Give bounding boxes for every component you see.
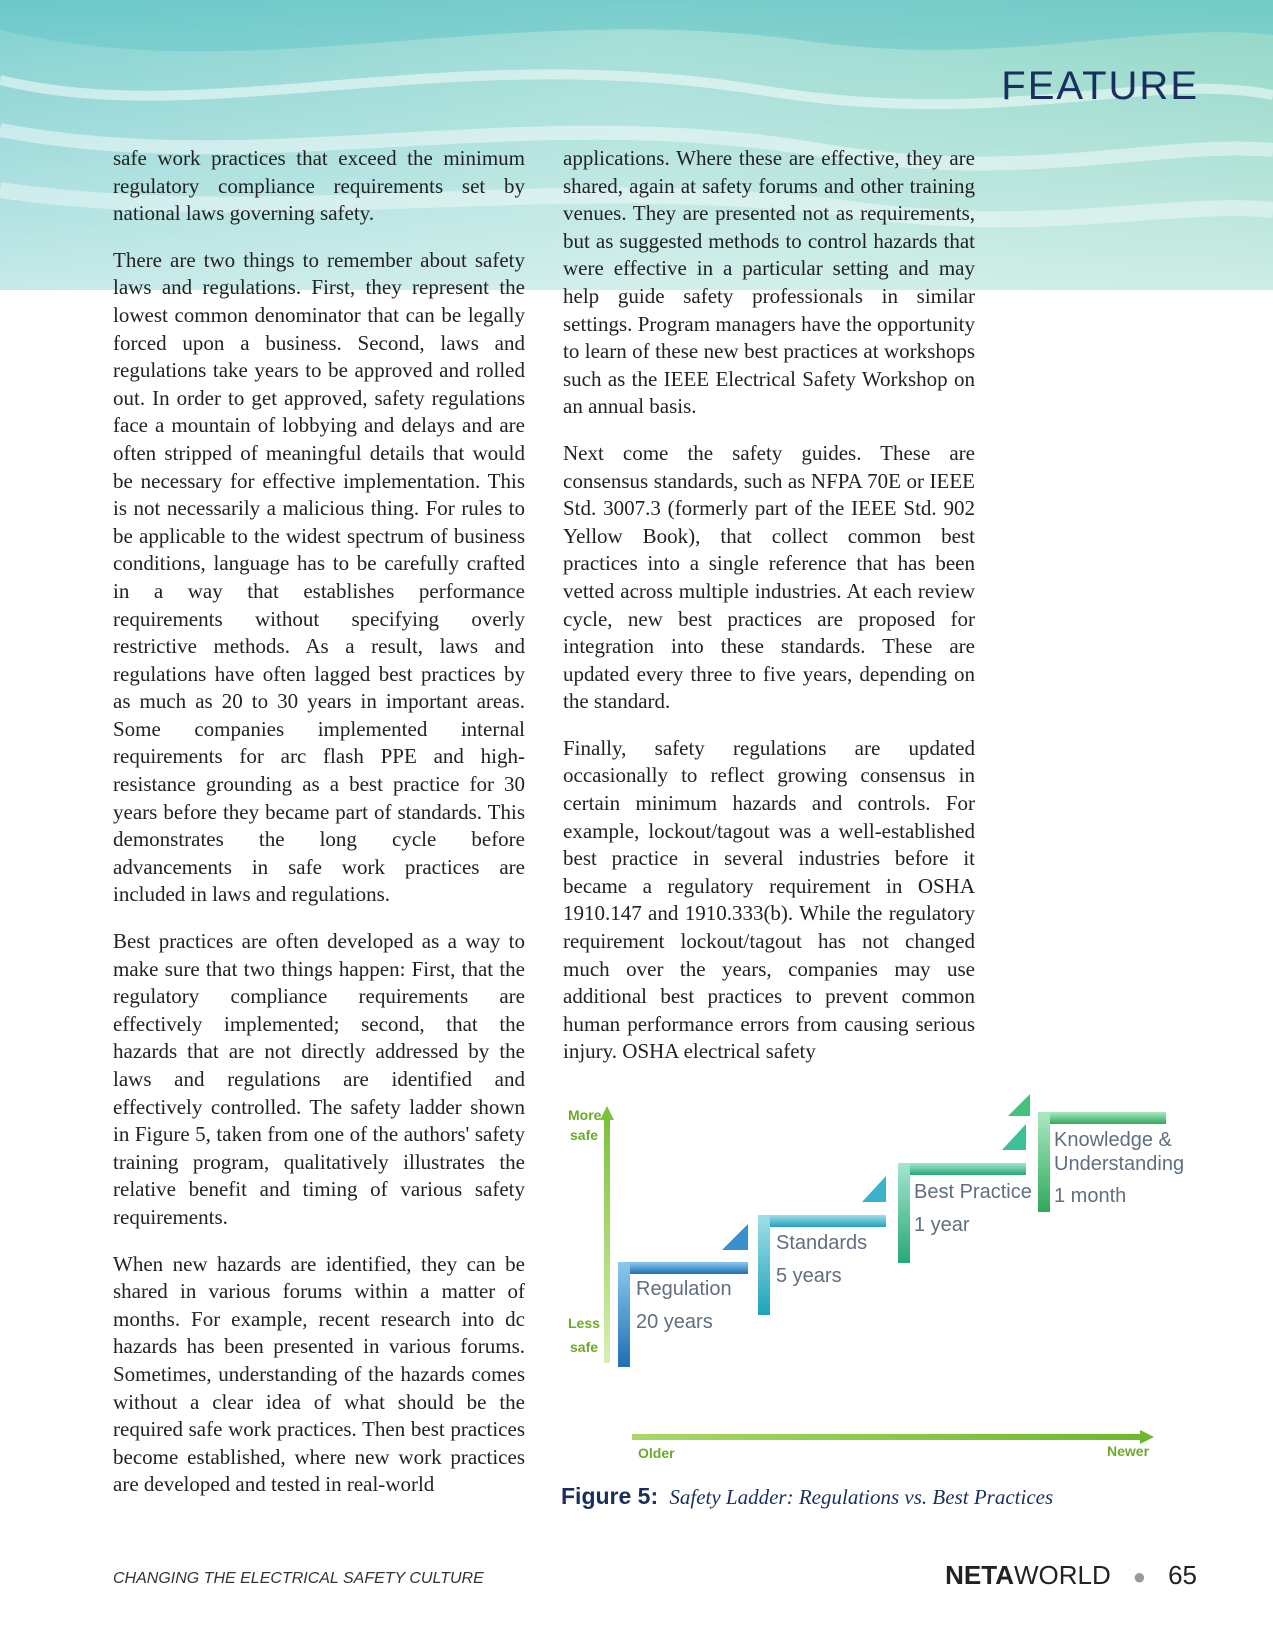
ladder-step-regulation	[618, 1224, 748, 1367]
footer-article-title: CHANGING THE ELECTRICAL SAFETY CULTURE	[113, 1570, 484, 1587]
figure-caption	[561, 1483, 1053, 1510]
page-number: 65	[1168, 1560, 1197, 1590]
svg-text:1 year: 1 year	[914, 1214, 970, 1236]
y-axis-top-label: More	[568, 1107, 602, 1123]
paragraph: Best practices are often developed as a way to make sure that two things happen: First, that the regulatory compliance requirements are effectively implemented; second, that the hazards that are not directly addressed by the laws and regulations are identified and effectively controlled. The safety ladder shown in Figure 5, taken from one of the authors' safety training program, qualitatively illustrates the relative benefit and timing of various safety requirements.	[113, 929, 525, 1229]
svg-text:Standards: Standards	[776, 1232, 868, 1254]
section-label: FEATURE	[1001, 64, 1199, 108]
separator-dot: ●	[1132, 1564, 1147, 1589]
safety-ladder-figure	[560, 1090, 1200, 1460]
svg-text:Regulation: Regulation	[636, 1278, 732, 1300]
svg-text:Understanding: Understanding	[1054, 1153, 1185, 1175]
svg-text:20 years: 20 years	[636, 1311, 713, 1333]
ladder-step-standards	[758, 1176, 886, 1315]
svg-text:Best Practice: Best Practice	[914, 1181, 1032, 1203]
y-axis-top-label: safe	[570, 1127, 599, 1143]
paragraph: When new hazards are identified, they can be shared in various forums within a matter of months. For example, recent research into dc hazards has been presented in various forums. Sometimes, understanding of the hazards comes without a clear idea of what should be the required safe work practices. Then best practices become established, where new work practices are developed and tested in real-world	[113, 1251, 525, 1497]
paragraph: Finally, safety regulations are updated occasionally to reflect growing consensus in certain minimum hazards and controls. For example, lockout/tagout was a well-established best practice in several industries before it became a regulatory requirement in OSHA 1910.147 and 1910.333(b). While the regulatory requirement lockout/tagout has not changed much over the years, companies may use additional best practices to prevent common human performance errors from causing serious injury. OSHA electrical safety	[563, 735, 975, 1064]
brand-light: WORLD	[1014, 1560, 1111, 1590]
paragraph: safe work practices that exceed the minimum regulatory compliance requirements set by national laws governing safety.	[113, 146, 525, 226]
x-axis-right-label: Newer	[1107, 1443, 1150, 1459]
x-axis-left-label: Older	[638, 1445, 675, 1460]
right-column	[563, 145, 975, 1085]
paragraph: applications. Where these are effective, they are shared, again at safety forums and other training venues. They are presented not as requirements, but as suggested methods to control hazards that were effective in a particular setting and may help guide safety professionals in similar settings. Program managers have the opportunity to learn of these new best practices at workshops such as the IEEE Electrical Safety Workshop on an annual basis.	[563, 146, 975, 419]
ladder-step-knowledge	[1008, 1094, 1184, 1212]
y-axis-bottom-label: safe	[570, 1339, 599, 1355]
svg-text:Knowledge &: Knowledge &	[1054, 1129, 1172, 1151]
x-axis-arrow	[632, 1434, 1142, 1440]
paragraph: There are two things to remember about safety laws and regulations. First, they represent the lowest common denominator that can be legally forced upon a business. Second, laws and regulations take years to be approved and rolled out. In order to get approved, safety regulations face a mountain of lobbying and delays and are often stripped of meaningful details that would be necessary for effective implementation. This is not necessarily a malicious thing. For rules to be applicable to the widest spectrum of business conditions, language has to be carefully crafted in a way that establishes performance requirements without specifying overly restrictive methods. As a result, laws and regulations have often lagged best practices by as much as 20 to 30 years in important areas. Some companies implemented internal requirements for arc flash PPE and high-resistance grounding as a best practice for 30 years before they became part of standards. This demonstrates the long cycle before advancements in safe work practices are included in laws and regulations.	[113, 247, 525, 907]
svg-text:5 years: 5 years	[776, 1265, 842, 1287]
ladder-step-best-practice	[898, 1124, 1032, 1263]
y-axis-arrow	[604, 1118, 610, 1363]
brand-bold: NETA	[945, 1560, 1014, 1590]
paragraph: Next come the safety guides. These are consensus standards, such as NFPA 70E or IEEE Std. 3007.3 (formerly part of the IEEE Std. 902 Yellow Book), that collect common best practices into a single reference that has been vetted across multiple industries. At each review cycle, new best practices are proposed for integration into these standards. These are updated every three to five years, depending on the standard.	[563, 440, 975, 714]
figure-caption-label: Figure 5:	[561, 1483, 659, 1509]
footer-brand	[945, 1560, 1197, 1591]
left-column	[113, 145, 525, 1518]
y-axis-bottom-label: Less	[568, 1315, 600, 1331]
svg-text:1 month: 1 month	[1054, 1185, 1127, 1207]
figure-caption-text: Safety Ladder: Regulations vs. Best Practices	[669, 1485, 1054, 1509]
